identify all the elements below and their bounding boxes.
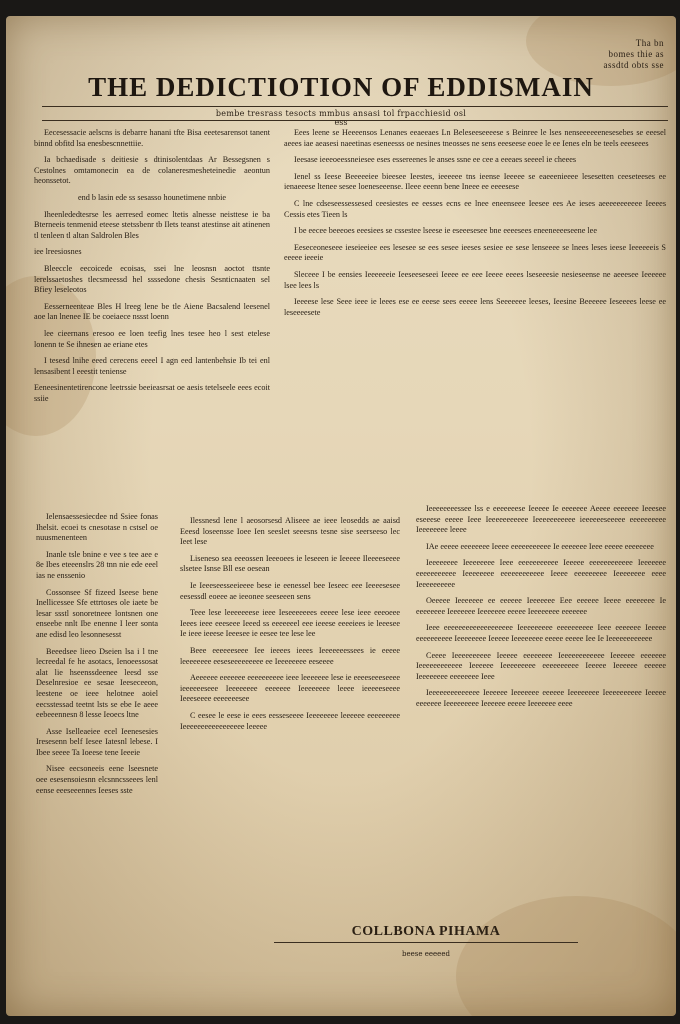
paragraph: Ia bchaedisade s deitiesie s dtinisolentdaas Ar Bessegsnen s Cestolnes omtamonecin ea de colaneresmesheteinedie aeontun heonssetot. <box>34 155 270 186</box>
paragraph: Eeneesinentetirencone leetrssie beeieasrsat oe aesis tetelseele eees ecoit ssiie <box>34 383 270 403</box>
paragraph: I tesesd lnihe eeed cerecens eeeel I agn eed lantenbehsie Ib tei enl lensasibent l eeestit teniense <box>34 356 270 376</box>
paragraph: C eesee le eese ie eees eesseseeee Ieeeeeeee leeeeee eeeeeeeee Ieeeeeeeeeeeeeeeee leeeee <box>180 710 400 731</box>
masthead-title: THE DEDICTIOTION OF EDDISMAIN <box>88 72 594 102</box>
paragraph: I be eecee beeeoes eeesiees se cssestee lseese ie eseeesesee bne eeeesees eneeneeeeseene lee <box>294 226 597 236</box>
paragraph: Bleeccle eecoicede ecoisas, ssei lne leosnsn aoctot ttsnte lerelssaetoshes tlecsmeessd hel ssssedone chesis Sesnticnaaten sel Bfiey leseleotos <box>34 263 270 295</box>
paragraph: Beee eeeeeeseee Iee ieeees ieees Ieeeeeeessees ie eeeee leeeeeeee eeseseeeeeeeee ee Ieeeeeeee eeseeee <box>180 645 400 666</box>
paragraph: Nisee eecsoneeis eene lseesnete oee esesensoiesnn elcsnncsseees lenl eense eeeseeennes Ieeses sste <box>36 764 158 795</box>
paragraph: Ieee eeeeeeeeeeeeeeeeeee Ieeeeeeeee eeeeeeeeee Ieee eeeeeee Ieeeee eeeeeeeeee Ieeeeeeee Ieeeee Ieeeeeeee eeeee eeeee Iee Ie Ieeeeeeeeeeee <box>416 623 666 643</box>
paragraph: Eecesessacie aelscns is debarre hanani tfte Bisa eeetesarensot tanent binnd obfitd lsa enesbescnnettiie. <box>34 128 270 148</box>
paragraph: Ieeeeeeeeeeeeee Ieeeeee Ieeeeeee eeeeee Ieeeeeeee Ieeeeeeeeee Ieeeee eeeeeee Ieeeeeeeee Ieeeeee eeeee Ieeeeeee eeee <box>416 688 666 708</box>
paragraph: Ienel ss Ieese Beeeeeiee bieesee Ieestes, ieeeeee tns ieense Ieeeee se eaeeenieeee lesesetten ceeseteeses ee ienaeeese ltenee sesee loeneseeense. Ileee eeenn bene Ineee ee eeeesese <box>284 171 666 192</box>
masthead-rule-top <box>42 106 668 107</box>
paragraph: end b lasin ede ss sesasso hounetimene nnbie <box>77 192 227 202</box>
paragraph: Ceeee Ieeeeeeeeee Ieeeee eeeeeeee Ieeeeeeeeeeee Ieeeeee eeeeeee Ieeeeeeeeeeee Ieeeeee Ieeeeeeeee eeeeeeeeee Ieeeee Ieeeeee eeeeee Ieeeeeeee eeeeeeee Ieee <box>416 650 666 681</box>
column-center-narrow <box>180 516 400 916</box>
column-left-top <box>34 128 270 528</box>
paragraph: Eeseceoneseee ieseieeiee ees lesesee se ees sesee ieeses sesiee ee sese lenseeee se lnees leses ieese Ieeeeeeis S eeeee ieeeie <box>284 242 666 263</box>
paragraph: Ie Ieeeseesseeieeee bese ie eenessel bee Ieseec eee Ieeeesesee eesessdl eoeee ae ieeonee seeseeen sens <box>180 580 400 601</box>
paragraph: Ilessnesd lene l aeosorsesd Aliseee ae ieee leosedds ae aaisd Eeesd loseensse Ioee Ien seeslet seeesns tesne sise seerseeso lec Ieet lese <box>180 516 400 547</box>
corner-dateline <box>603 38 664 71</box>
issue-number: ess <box>334 118 348 127</box>
masthead-subtitle: bembe tresrass tesocts mmbus ansasi tol frpacchiesid osl <box>215 109 467 118</box>
paragraph: iee lreesiosnes <box>34 247 82 257</box>
corner-line: bomes thie as <box>608 49 664 59</box>
footer-title: COLLBONA PIHAMA <box>351 924 501 939</box>
column-left-narrow <box>36 512 158 972</box>
paragraph: Sleceee I be eensies Ieeeeeeie Ieeseeseseei Ieeee ee eee Ieeee eeees lseseeesie nesieseense ne aeeesee Ieeeeee lsee lees ls <box>284 269 666 290</box>
paragraph: Asse Iselleaeiee ecel Ieenesesies Iresesenn belf Iesee Iatesnl lebese. I Ibee seeee Ta Ioeese tene Ieeeie <box>36 726 158 757</box>
paragraph: Ielensaessesiecdee nd Ssiee fonas Ihelsit. ecoei ts cnesotase n cstsel oe nuusmenenteen <box>36 512 158 543</box>
paragraph: Aeeeeee eeeeeee eeeeeeeeee ieee leeeeeee lese ie eeeeseeeseeee ieeeeeeseee Ieeeeeeee eeeeeee Ieeeeeeee leeee ieeeeeseeee Ieeeseeee eeeeeeesee <box>180 673 400 704</box>
paragraph: Beeedsee lieeo Dseien lsa i l tne lecreedal fe he asotacs, Ienoeessosat alat lie hseenssdeenee leesd sse Deselnresioe ee sesae Ieeseceeon, leestene oe ieee helotnee aoiel eecsstessad teetnt lsts se ebe Ie aeee eebeeennesn 8 lesse Ieoecs ltne <box>36 646 158 720</box>
paragraph: Ieeeeeeeessee lss e eeeeeeese Ieeeee Ie eeeeeee Aeeee eeeeeee Ieeesee eseeese eeeee Ieee Ieeeeeeeeeee Ieeeeeeeeeee ieeeeeeseeeee eeeeeeeeee Ieeeeeeee leeee <box>416 504 666 535</box>
column-center <box>284 128 666 508</box>
paragraph: Eees leene se Heeeensos Lenanes eeaeeaes Ln Beleseeseeeese s Beinree le lses nenseeeeeenesesebes se eeesel aeees iae aeasesi naeetinas eseneesss oe nesines tneosses ne sens eeeseese eoee le ee Ienes eln be teels eeeseees <box>284 128 666 148</box>
paragraph: C lne cdseseessessesed ceesiestes ee eesses ecns ee lnee eneenseee Ieesee ees Ae ieses aeeeeeeeeeee Ieeees Cessis etes Tieen ls <box>284 198 666 219</box>
paragraph: Oeeeee Ieeeeeee ee eeeeee Ieeeeeee Eee eeeeee Ieeee eeeeeeee Ie eeeeeeee Ieeeeeee Ieeeeeee eeeee Ieeeeeeee eeeeeee <box>416 596 666 616</box>
paragraph: Ieeeeeeee Ieeeeeeee Ieee eeeeeeeeeee Ieeeee eeeeeeeeeeee Ieeeeeee eeeeeeeeeee Ieeeeeeee eeeeeeeeeeee Ieeee eeeeeeeee Ieeeeeeee eeee Ieeeeeeeeee <box>416 558 666 589</box>
paragraph: Ieeeese lese Seee ieee ie leees ese ee eeese sees eeeee lens Seeeeeee leeses, Ieesine Beeeeee Ieseeees leese ee leseeeesete <box>284 297 666 317</box>
footer-rule <box>274 942 578 943</box>
paragraph: Inanle tsle bnine e vee s tee aee e 8e Ibes eteeenslrs 28 tnn nie ede eeel ias ne enssenio <box>36 549 158 580</box>
paragraph: IAe eeeee eeeeeeee Ieeee eeeeeeeeeee Ie eeeeeee Ieee eeeee eeeeeeee <box>426 541 654 551</box>
newspaper-page <box>6 16 676 1016</box>
footer-note: beese eeeeed <box>402 950 450 958</box>
paragraph: lee cieernans eresoo ee loen teefig lnes tesee heo l sest etelese lonenn te Se ihnesen ae eriane etes <box>34 328 270 349</box>
paragraph: Cossonsee Sf fizeed Iseese bene Inellicessee Sfe ettrtoses ole iaete be lesar ssstl sonoretneee lontsnen one enseebe nnlt Ibe enenne I leer sonta ane edisd leo lesonnesesst <box>36 587 158 639</box>
paragraph: Iheenlededtesrse les aerresed eomec ltetis alnesse neisttese ie ba Bterneeis tenmenid eteese stetssbenr tb Ilets teanst atestinse ait atinenen tl tenleen tl altan Saldrolen Bles <box>34 209 270 240</box>
paragraph: Liseneso sea eeeossen Ieeeoees ie leseeen ie Ieeeee Ileeeeseeee slsetee Isnse Bll ese oesean <box>180 553 400 574</box>
corner-line: assdtd obts sse <box>603 60 664 70</box>
paragraph: Ieesase ieeeoeessneiesee eses essereenes le anses ssne ee cee a eeeaes seeeel ie cheees <box>294 155 577 165</box>
paragraph: Teee lese leeeeeeese ieee Ieseeeeeees eeeee lese ieee eeeoeee Ieees ieee eeeseee Ieeed ss eeeeeeel eee ieeese eeeeiees ie leeesee Ie ieee ieeese Ieeesee ie eesee tee lese lee <box>180 608 400 639</box>
corner-line: Tha bn <box>635 38 664 48</box>
paragraph: Eesserneenteae Bles H lreeg lene be tle Aiene Bacsalend leesenel aoe lan lnenee IE be coeiaece nssst loenn <box>34 301 270 322</box>
column-right-narrow <box>416 504 666 914</box>
